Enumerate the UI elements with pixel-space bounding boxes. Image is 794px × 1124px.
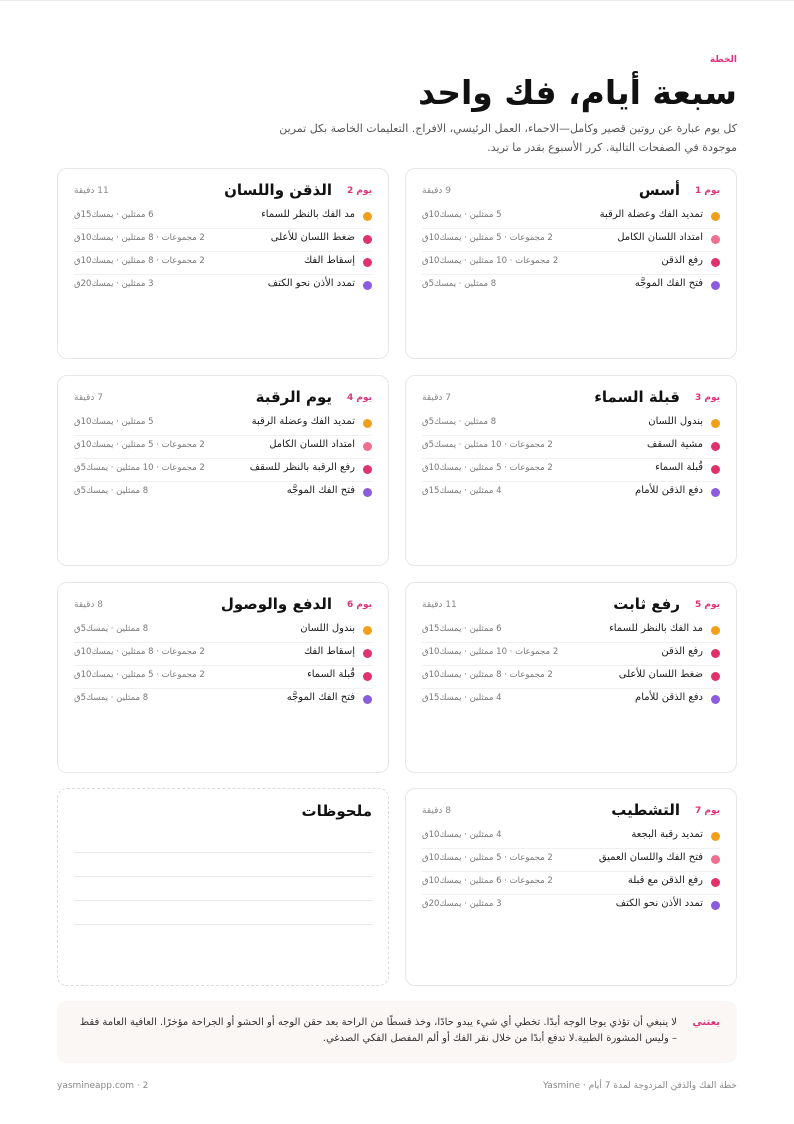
exercise-row — [422, 895, 720, 918]
exercise-row — [74, 206, 372, 229]
exercise-row — [74, 413, 372, 436]
exercise-row — [422, 482, 720, 505]
exercise-row — [422, 666, 720, 689]
exercise-detail: 8 ممثلين · يمسك5ق — [74, 624, 149, 634]
exercise-color-dot — [711, 832, 720, 841]
day-number: يوم 2 — [346, 186, 372, 196]
exercise-detail: 2 مجموعات · 6 ممثلين · يمسك10ق — [422, 876, 553, 886]
footer-doc-title: خطة الفك والذقن المزدوجة لمدة 7 أيام · Yasmine — [543, 1081, 737, 1091]
notes-title: ملحوظات — [301, 802, 372, 820]
exercise-name: قُبلة السماء — [655, 462, 703, 473]
day-title: الذقن واللسان — [224, 181, 332, 199]
warning-text: لا ينبغي أن تؤذي يوجا الوجه أبدًا. تخطي أي شيء يبدو حادًا، وخذ قسطًا من الراحة بعد حقن الوجه أو الحشو أو الجراحة مؤخرًا. العافية العامة فقط – وليس المشورة الطبية.لا تدفع أبدًا من خلال نقر الفك أو ألم المفصل الفكي الصدغي. — [79, 1017, 677, 1044]
exercise-detail: 3 ممثلين · يمسك20ق — [74, 279, 154, 289]
day-title: أسس — [638, 181, 680, 199]
exercise-row — [74, 689, 372, 712]
exercise-name: رفع الرقبة بالنظر للسقف — [249, 462, 355, 473]
exercise-detail: 2 مجموعات · 10 ممثلين · يمسك5ق — [422, 440, 553, 450]
exercise-color-dot — [711, 488, 720, 497]
day-number: يوم 4 — [346, 393, 372, 403]
day-title: يوم الرقبة — [255, 388, 332, 406]
exercise-row — [74, 275, 372, 298]
section-eyebrow: الخطة — [709, 55, 737, 65]
day-number: يوم 7 — [694, 806, 720, 816]
day-title: قبلة السماء — [594, 388, 680, 406]
note-line — [74, 876, 372, 877]
exercise-row — [422, 459, 720, 482]
exercise-detail: 2 مجموعات · 5 ممثلين · يمسك10ق — [422, 853, 553, 863]
exercise-color-dot — [363, 258, 372, 267]
exercise-color-dot — [363, 649, 372, 658]
exercise-detail: 4 ممثلين · يمسك10ق — [422, 830, 502, 840]
day-duration: 11 دقيقة — [422, 600, 457, 610]
exercise-name: فتح الفك واللسان العميق — [598, 852, 703, 863]
exercise-detail: 4 ممثلين · يمسك15ق — [422, 486, 502, 496]
exercise-color-dot — [711, 649, 720, 658]
day-card — [405, 788, 737, 986]
day-card — [57, 375, 389, 566]
note-line — [74, 924, 372, 925]
exercise-name: فتح الفك الموجَّه — [286, 485, 355, 496]
exercise-detail: 2 مجموعات · 5 ممثلين · يمسك10ق — [74, 440, 205, 450]
exercise-color-dot — [711, 235, 720, 244]
exercise-row — [422, 643, 720, 666]
exercise-row — [422, 872, 720, 895]
day-card-header — [422, 595, 720, 617]
exercise-row — [422, 849, 720, 872]
exercise-color-dot — [711, 878, 720, 887]
exercise-color-dot — [711, 465, 720, 474]
exercise-name: فتح الفك الموجَّه — [286, 692, 355, 703]
day-duration: 11 دقيقة — [74, 186, 109, 196]
exercise-row — [74, 459, 372, 482]
exercise-name: تمدد الأذن نحو الكتف — [267, 278, 355, 289]
exercise-row — [74, 643, 372, 666]
day-title: التشطيب — [611, 801, 680, 819]
exercise-detail: 2 مجموعات · 8 ممثلين · يمسك10ق — [74, 233, 205, 243]
day-card-header — [74, 388, 372, 410]
exercise-detail: 5 ممثلين · يمسك10ق — [422, 210, 502, 220]
exercise-color-dot — [711, 855, 720, 864]
day-duration: 8 دقيقة — [74, 600, 103, 610]
exercise-detail: 2 مجموعات · 8 ممثلين · يمسك10ق — [422, 670, 553, 680]
exercise-name: تمديد الفك وعضلة الرقبة — [599, 209, 703, 220]
exercise-color-dot — [363, 465, 372, 474]
exercise-name: امتداد اللسان الكامل — [269, 439, 355, 450]
exercise-name: تمديد الفك وعضلة الرقبة — [251, 416, 355, 427]
day-duration: 7 دقيقة — [422, 393, 451, 403]
exercise-row — [422, 206, 720, 229]
exercise-name: قُبلة السماء — [307, 669, 355, 680]
exercise-name: مشية السقف — [647, 439, 703, 450]
exercise-name: ضغط اللسان للأعلى — [270, 232, 355, 243]
exercise-row — [422, 275, 720, 298]
exercise-name: مد الفك بالنظر للسماء — [261, 209, 355, 220]
exercise-color-dot — [711, 626, 720, 635]
day-number: يوم 6 — [346, 600, 372, 610]
exercise-detail: 2 مجموعات · 10 ممثلين · يمسك5ق — [74, 463, 205, 473]
exercise-name: امتداد اللسان الكامل — [617, 232, 703, 243]
exercise-color-dot — [363, 419, 372, 428]
day-number: يوم 5 — [694, 600, 720, 610]
exercise-detail: 8 ممثلين · يمسك5ق — [74, 693, 149, 703]
day-title: الدفع والوصول — [220, 595, 332, 613]
exercise-name: إسقاط الفك — [303, 255, 355, 266]
exercise-detail: 3 ممثلين · يمسك20ق — [422, 899, 502, 909]
exercise-name: دفع الذقن للأمام — [635, 485, 703, 496]
exercise-color-dot — [363, 488, 372, 497]
exercise-color-dot — [711, 258, 720, 267]
exercise-color-dot — [363, 235, 372, 244]
exercise-name: تمديد رقبة البجعة — [631, 829, 703, 840]
exercise-row — [422, 826, 720, 849]
exercise-color-dot — [363, 281, 372, 290]
exercise-row — [422, 620, 720, 643]
exercise-row — [74, 666, 372, 689]
exercise-row — [74, 482, 372, 505]
exercise-name: فتح الفك الموجَّه — [634, 278, 703, 289]
day-card-header — [422, 388, 720, 410]
exercise-detail: 2 مجموعات · 10 ممثلين · يمسك10ق — [422, 256, 559, 266]
day-duration: 9 دقيقة — [422, 186, 451, 196]
exercise-detail: 8 ممثلين · يمسك5ق — [422, 279, 497, 289]
note-line — [74, 900, 372, 901]
day-duration: 7 دقيقة — [74, 393, 103, 403]
exercise-name: ضغط اللسان للأعلى — [618, 669, 703, 680]
exercise-row — [422, 413, 720, 436]
care-warning-box — [57, 1001, 737, 1063]
exercise-row — [74, 436, 372, 459]
day-card-header — [422, 801, 720, 823]
exercise-detail: 6 ممثلين · يمسك15ق — [422, 624, 502, 634]
exercise-name: رفع الذقن مع قبلة — [627, 875, 703, 886]
exercise-row — [74, 229, 372, 252]
intro-paragraph: كل يوم عبارة عن روتين قصير وكامل—الاحماء، العمل الرئيسي، الافراج. التعليمات الخاصة بكل تمرين موجودة في الصفحات التالية. كرر الأسبوع بقدر ما تريد. — [279, 122, 737, 154]
exercise-name: رفع الذقن — [661, 255, 703, 266]
exercise-color-dot — [363, 626, 372, 635]
exercise-color-dot — [363, 695, 372, 704]
exercise-detail: 2 مجموعات · 8 ممثلين · يمسك10ق — [74, 256, 205, 266]
exercise-row — [422, 229, 720, 252]
exercise-name: دفع الذقن للأمام — [635, 692, 703, 703]
exercise-name: إسقاط الفك — [303, 646, 355, 657]
day-card — [405, 582, 737, 773]
exercise-color-dot — [711, 281, 720, 290]
exercise-color-dot — [711, 212, 720, 221]
day-card-header — [74, 595, 372, 617]
day-card — [57, 168, 389, 359]
day-card-header — [74, 181, 372, 203]
exercise-color-dot — [711, 672, 720, 681]
exercise-row — [422, 689, 720, 712]
exercise-name: مد الفك بالنظر للسماء — [609, 623, 703, 634]
page-title: سبعة أيام، فك واحد — [418, 73, 737, 112]
exercise-detail: 8 ممثلين · يمسك5ق — [422, 417, 497, 427]
day-card — [57, 582, 389, 773]
day-duration: 8 دقيقة — [422, 806, 451, 816]
notes-card — [57, 788, 389, 986]
exercise-row — [422, 436, 720, 459]
footer-page-link: yasmineapp.com · 2 — [57, 1081, 149, 1091]
exercise-detail: 5 ممثلين · يمسك10ق — [74, 417, 154, 427]
exercise-detail: 8 ممثلين · يمسك5ق — [74, 486, 149, 496]
exercise-color-dot — [363, 672, 372, 681]
exercise-name: تمدد الأذن نحو الكتف — [615, 898, 703, 909]
exercise-detail: 2 مجموعات · 5 ممثلين · يمسك10ق — [422, 233, 553, 243]
day-number: يوم 3 — [694, 393, 720, 403]
exercise-color-dot — [363, 442, 372, 451]
day-number: يوم 1 — [694, 186, 720, 196]
exercise-detail: 2 مجموعات · 5 ممثلين · يمسك10ق — [422, 463, 553, 473]
exercise-row — [422, 252, 720, 275]
exercise-name: بندول اللسان — [300, 623, 355, 634]
exercise-row — [74, 620, 372, 643]
warning-label: يعتني — [692, 1017, 720, 1028]
exercise-color-dot — [711, 442, 720, 451]
exercise-detail: 2 مجموعات · 5 ممثلين · يمسك10ق — [74, 670, 205, 680]
day-card-header — [422, 181, 720, 203]
note-line — [74, 852, 372, 853]
exercise-detail: 2 مجموعات · 8 ممثلين · يمسك10ق — [74, 647, 205, 657]
day-card — [405, 168, 737, 359]
day-card — [405, 375, 737, 566]
day-title: رفع ثابت — [613, 595, 680, 613]
exercise-detail: 6 ممثلين · يمسك15ق — [74, 210, 154, 220]
exercise-color-dot — [711, 695, 720, 704]
exercise-detail: 4 ممثلين · يمسك15ق — [422, 693, 502, 703]
exercise-row — [74, 252, 372, 275]
exercise-color-dot — [363, 212, 372, 221]
exercise-name: رفع الذقن — [661, 646, 703, 657]
exercise-color-dot — [711, 901, 720, 910]
exercise-name: بندول اللسان — [648, 416, 703, 427]
exercise-color-dot — [711, 419, 720, 428]
exercise-detail: 2 مجموعات · 10 ممثلين · يمسك10ق — [422, 647, 559, 657]
